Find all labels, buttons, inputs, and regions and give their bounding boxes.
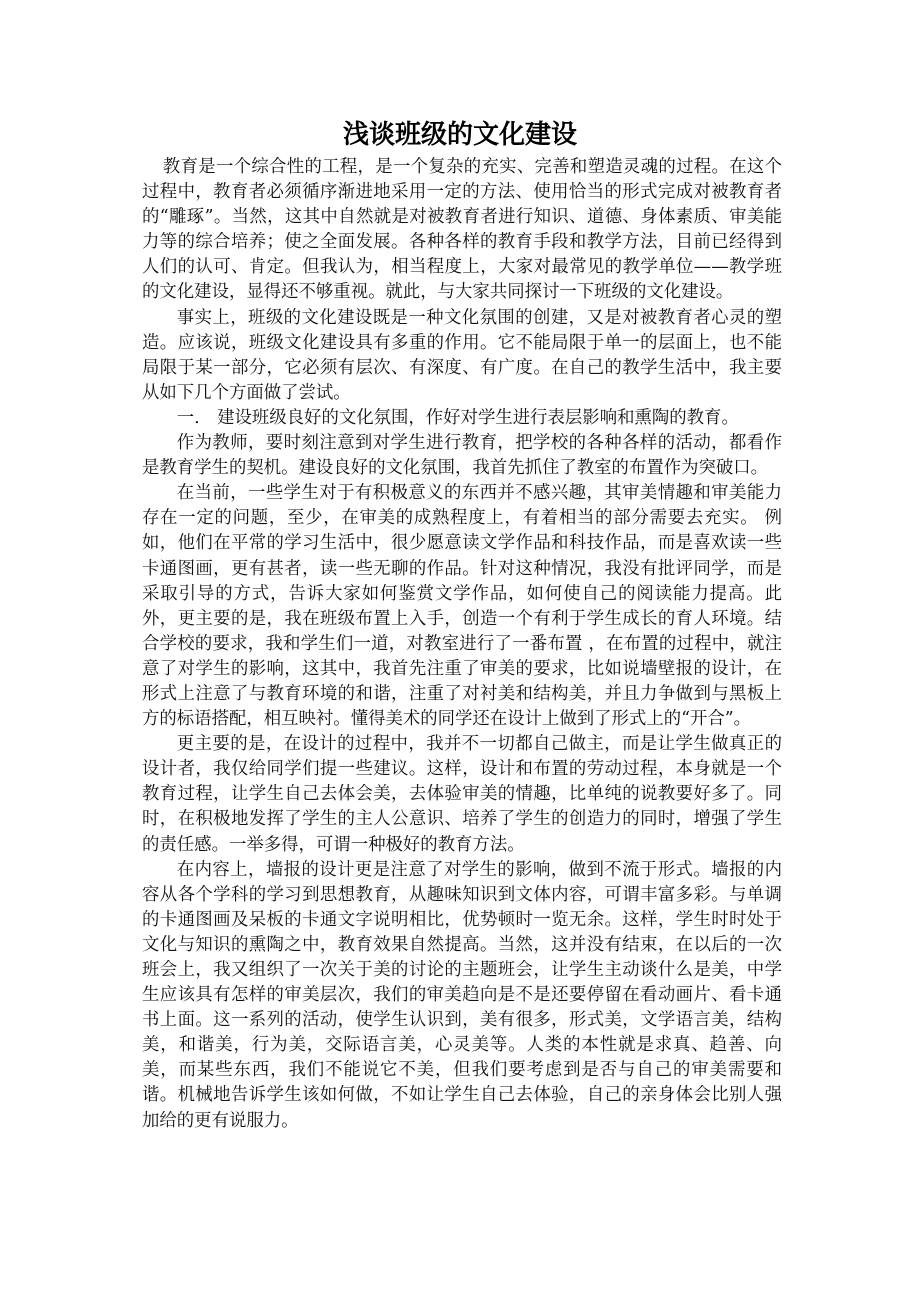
paragraph-design: 更主要的是，在设计的过程中，我并不一切都自己做主，而是让学生做真正的设计者，我仅给同学们提一些建议。这样，设计和布置的劳动过程，本身就是一个教育过程，让学生自己去体会美，去体验审美的情趣，比单纯的说教要好多了。同时，在积极地发挥了学生的主人公意识、培养了学生的创造力的同时，增强了学生的责任感。一举多得，可谓一种极好的教育方法。 [142, 734, 782, 855]
document-body [142, 155, 782, 1134]
paragraph-content: 在内容上，墙报的设计更是注意了对学生的影响，做到不流于形式。墙报的内容从各个学科的学习到思想教育，从趣味知识到文体内容，可谓丰富多彩。与单调的卡通图画及呆板的卡通文字说明相比，优势顿时一览无余。这样，学生时时处于文化与知识的熏陶之中，教育效果自然提高。当然，这并没有结束，在以后的一次班会上，我又组织了一次关于美的讨论的主题班会，让学生主动谈什么是美，中学生应该具有怎样的审美层次，我们的审美趋向是不是还要停留在看动画片、看卡通书上面。这一系列的活动，使学生认识到，美有很多，形式美，文学语言美，结构美，和谐美，行为美，交际语言美，心灵美等。人类的本性就是求真、趋善、向美，而某些东西，我们不能说它不美，但我们要考虑到是否与自己的审美需要和谐。机械地告诉学生该如何做，不如让学生自己去体验，自己的亲身体会比别人强加给的更有说服力。 [142, 859, 782, 1131]
paragraph-intro: 教育是一个综合性的工程，是一个复杂的充实、完善和塑造灵魂的过程。在这个过程中，教育者必须循序渐进地采用一定的方法、使用恰当的形式完成对被教育者的“雕琢”。当然，这其中自然就是对被教育者进行知识、道德、身体素质、审美能力等的综合培养；使之全面发展。各种各样的教育手段和教学方法，目前已经得到人们的认可、肯定。但我认为，相当程度上，大家对最常见的教学单位——教学班的文化建设，显得还不够重视。就此，与大家共同探讨一下班级的文化建设。 [142, 157, 782, 303]
section-heading-one: 一． 建设班级良好的文化氛围，作好对学生进行表层影响和熏陶的教育。 [176, 407, 739, 428]
paragraph-teacher: 作为教师，要时刻注意到对学生进行教育，把学校的各种各样的活动，都看作是教育学生的契机。建设良好的文化氛围，我首先抓住了教室的布置作为突破口。 [142, 433, 782, 479]
paragraph-fact: 事实上，班级的文化建设既是一种文化氛围的创建，又是对被教育者心灵的塑造。应该说，班级文化建设具有多重的作用。它不能局限于单一的层面上，也不能局限于某一部分，它必须有层次、有深度、有广度。在自己的教学生活中，我主要从如下几个方面做了尝试。 [142, 307, 782, 403]
document-title: 浅谈班级的文化建设 [342, 120, 577, 150]
paragraph-current: 在当前，一些学生对于有积极意义的东西并不感兴趣，其审美情趣和审美能力存在一定的问题，至少，在审美的成熟程度上，有着相当的部分需要去充实。 例如，他们在平常的学习生活中，很少愿意读文学作品和科技作品，而是喜欢读一些卡通图画，更有甚者，读一些无聊的作品。针对这种情况，我没有批评同学，而是采取引导的方式，告诉大家如何鉴赏文学作品，如何使自己的阅读能力提高。此外，更主要的是，我在班级布置上入手，创造一个有利于学生成长的育人环境。结合学校的要求，我和学生们一道，对教室进行了一番布置 ，在布置的过程中，就注意了对学生的影响，这其中，我首先注重了审美的要求，比如说墙壁报的设计，在形式上注意了与教育环境的和谐，注重了对衬美和结构美，并且力争做到与黑板上方的标语搭配，相互映衬。懂得美术的同学还在设计上做到了形式上的“开合”。 [142, 483, 782, 730]
